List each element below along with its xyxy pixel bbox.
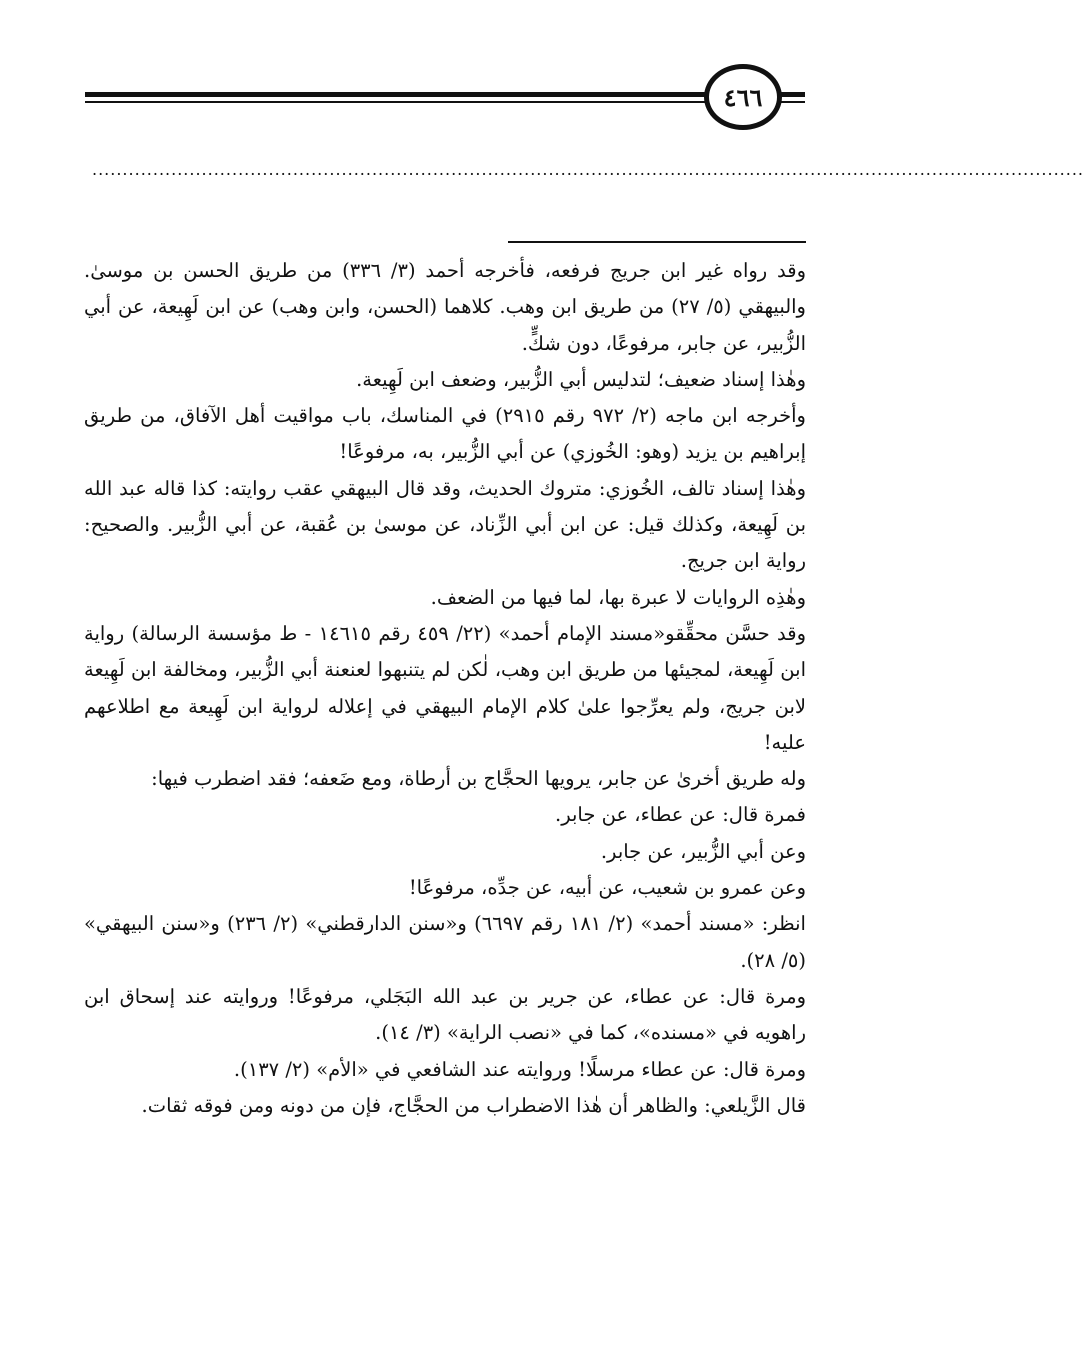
paragraph: ومرة قال: عن عطاء، عن جرير بن عبد الله البَجَلي، مرفوعًا! وروايته عند إسحاق ابن راهويه في «مسنده»، كما في «نصب الراية» (٣/ ١٤). [84, 984, 806, 1045]
footnote-rule [508, 241, 806, 243]
paragraph: فمرة قال: عن عطاء، عن جابر. [555, 803, 806, 827]
header-thin-line [85, 101, 805, 103]
paragraph: وهٰذا إسناد تالف، الخُوزي: متروك الحديث، وقد قال البيهقي عقب روايته: كذا قاله عبد الله بن لَهِيعة، وكذلك قيل: عن ابن أبي الزِّناد، عن موسىٰ بن عُقبة، عن أبي الزُّبير. والصحيح: رواية ابن جريج. [84, 476, 806, 573]
paragraph: ومرة قال: عن عطاء مرسلًا! وروايته عند الشافعي في «الأم» (٢/ ١٣٧). [233, 1057, 806, 1081]
paragraph: وعن عمرو بن شعيب، عن أبيه، عن جدِّه، مرفوعًا! [408, 876, 806, 900]
header-rule [85, 89, 805, 107]
paragraph: وقد رواه غير ابن جريج فرفعه، فأخرجه أحمد (٣/ ٣٣٦) من طريق الحسن بن موسىٰ. والبيهقي (٥/ ٢٧) من طريق ابن وهب. كلاهما (الحسن، وابن وهب) عن ابن لَهِيعة، عن أبي الزُّبير، عن جابر، مرفوعًا، دون شكٍّ. [84, 259, 806, 355]
paragraph: قال الزَّيلعي: والظاهر أن هٰذا الاضطراب من الحجَّاج، فإن من دونه ومن فوقه ثقات. [141, 1093, 806, 1117]
paragraph: وأخرجه ابن ماجه (٢/ ٩٧٢ رقم ٢٩١٥) في المناسك، باب مواقيت أهل الآفاق، من طريق إبراهيم بن يزيد (وهو: الخُوزي) عن أبي الزُّبير، به، مرفوعًا! [84, 404, 806, 464]
header-thick-line [85, 92, 805, 97]
paragraph: وهٰذا إسناد ضعيف؛ لتدليس أبي الزُّبير، وضعف ابن لَهِيعة. [356, 367, 806, 391]
page-number: ٤٦٦ [704, 64, 782, 130]
paragraph: وقد حسَّن محقِّقو«مسند الإمام أحمد» (٢٢/ ٤٥٩ رقم ١٤٦١٥ - ط مؤسسة الرسالة) رواية ابن لَهِيعة، لمجيئها من طريق ابن وهب، لٰكن لم يتنبهوا لعنعنة أبي الزُّبير، ومخالفة ابن لَهِيعة لابن جريج، ولم يعرِّجوا علىٰ كلام الإمام البيهقي في إعلاله لرواية ابن لَهِيعة مع اطلاعهم عليه! [84, 621, 806, 754]
paragraph: وله طريق أخرىٰ عن جابر، يرويها الحجَّاج بن أرطاة، ومع ضَعفه؛ فقد اضطرب فيها: [151, 767, 806, 791]
footnote-text [84, 253, 806, 1124]
paragraph: وهٰذِه الروايات لا عبرة بها، لما فيها من الضعف. [430, 585, 806, 609]
paragraph: انظر: «مسند أحمد» (٢/ ١٨١ رقم ٦٦٩٧) و«سنن الدارقطني» (٢/ ٢٣٦) و«سنن البيهقي» (٥/ ٢٨). [84, 912, 806, 972]
paragraph: وعن أبي الزُّبير، عن جابر. [600, 839, 806, 863]
dotted-separator: ................................................................................................................................................................... [92, 160, 1084, 179]
